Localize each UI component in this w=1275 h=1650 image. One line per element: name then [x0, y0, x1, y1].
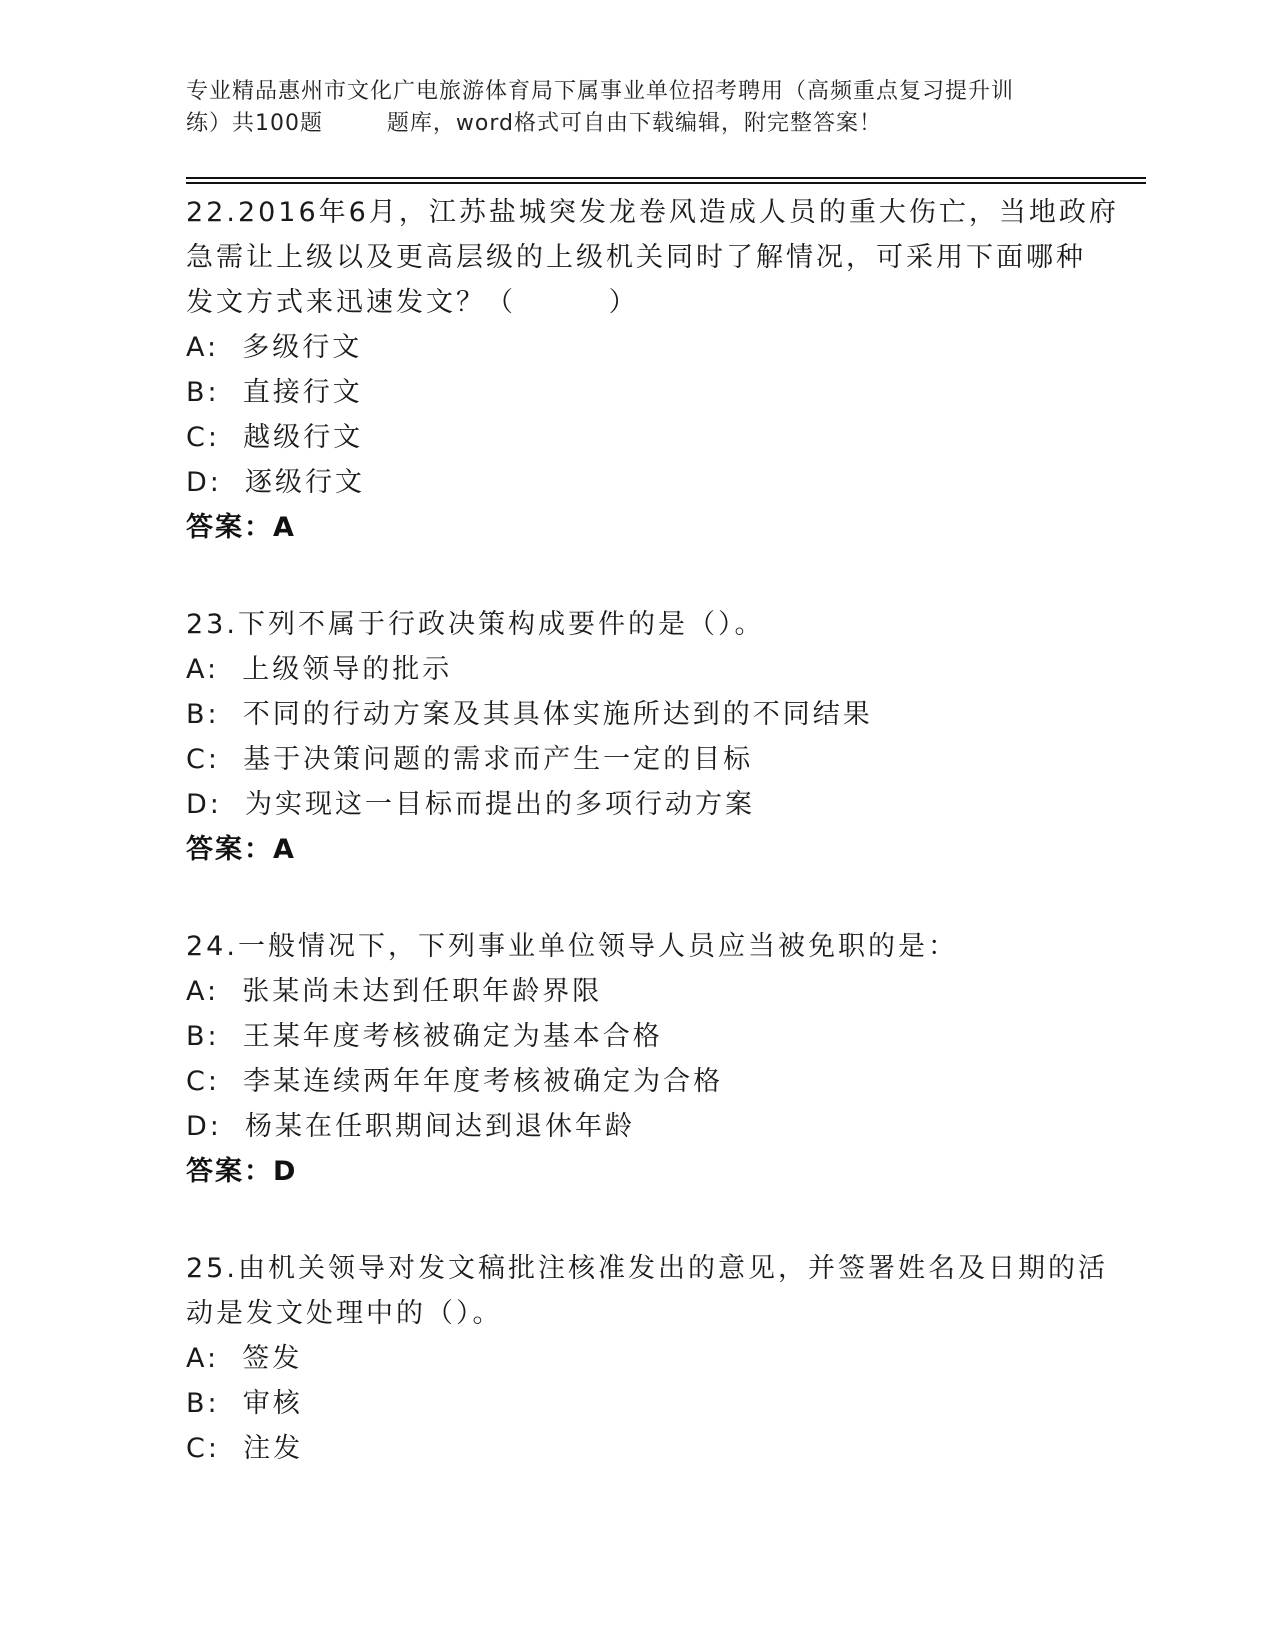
option-c: C: 注发: [186, 1433, 304, 1464]
question-list: [186, 190, 1119, 1471]
stem-line: 发文方式来迅速发文？（ ）: [186, 287, 639, 318]
document-header: [186, 76, 1086, 140]
option-a: A: 签发: [186, 1343, 303, 1374]
stem-line: 急需让上级以及更高层级的上级机关同时了解情况，可采用下面哪种: [186, 242, 1086, 273]
option-b: B: 不同的行动方案及其具体实施所达到的不同结果: [186, 699, 873, 730]
option-b: B: 审核: [186, 1388, 303, 1419]
question-gap: [186, 1194, 1086, 1246]
question-gap: [186, 550, 1086, 602]
question-23: [186, 602, 1086, 872]
header-divider-top: [186, 177, 1146, 179]
stem-line: 22.2016年6月，江苏盐城突发龙卷风造成人员的重大伤亡，当地政府: [186, 197, 1119, 228]
stem-line: 动是发文处理中的（）。: [186, 1298, 503, 1329]
question-gap: [186, 872, 1086, 924]
option-a: A: 张某尚未达到任职年龄界限: [186, 976, 603, 1007]
option-a: A: 上级领导的批示: [186, 654, 453, 685]
option-a: A: 多级行文: [186, 332, 363, 363]
header-divider-bottom: [186, 182, 1146, 184]
question-25: [186, 1246, 1108, 1471]
option-d: D: 为实现这一目标而提出的多项行动方案: [186, 789, 756, 820]
option-d: D: 杨某在任职期间达到退休年龄: [186, 1111, 636, 1142]
option-c: C: 越级行文: [186, 422, 364, 453]
question-24: [186, 924, 1086, 1194]
stem-line: 23.下列不属于行政决策构成要件的是（）。: [186, 609, 765, 640]
question-stem: [186, 1246, 1108, 1336]
stem-line: 24.一般情况下，下列事业单位领导人员应当被免职的是：: [186, 931, 958, 962]
option-c: C: 基于决策问题的需求而产生一定的目标: [186, 744, 754, 775]
question-stem: [186, 602, 1086, 647]
stem-line: 25.由机关领导对发文稿批注核准发出的意见，并签署姓名及日期的活: [186, 1253, 1108, 1284]
question-22: [186, 190, 1119, 550]
option-b: B: 直接行文: [186, 377, 363, 408]
answer: 答案：A: [186, 512, 296, 543]
option-b: B: 王某年度考核被确定为基本合格: [186, 1021, 663, 1052]
answer: 答案：D: [186, 1156, 298, 1187]
header-line: 专业精品惠州市文化广电旅游体育局下属事业单位招考聘用（高频重点复习提升训: [186, 79, 1015, 104]
option-c: C: 李某连续两年年度考核被确定为合格: [186, 1066, 724, 1097]
header-line: 练）共100题 题库，word格式可自由下载编辑，附完整答案！: [186, 111, 883, 136]
answer: 答案：A: [186, 834, 296, 865]
option-d: D: 逐级行文: [186, 467, 366, 498]
question-stem: [186, 190, 1119, 325]
question-stem: [186, 924, 1086, 969]
